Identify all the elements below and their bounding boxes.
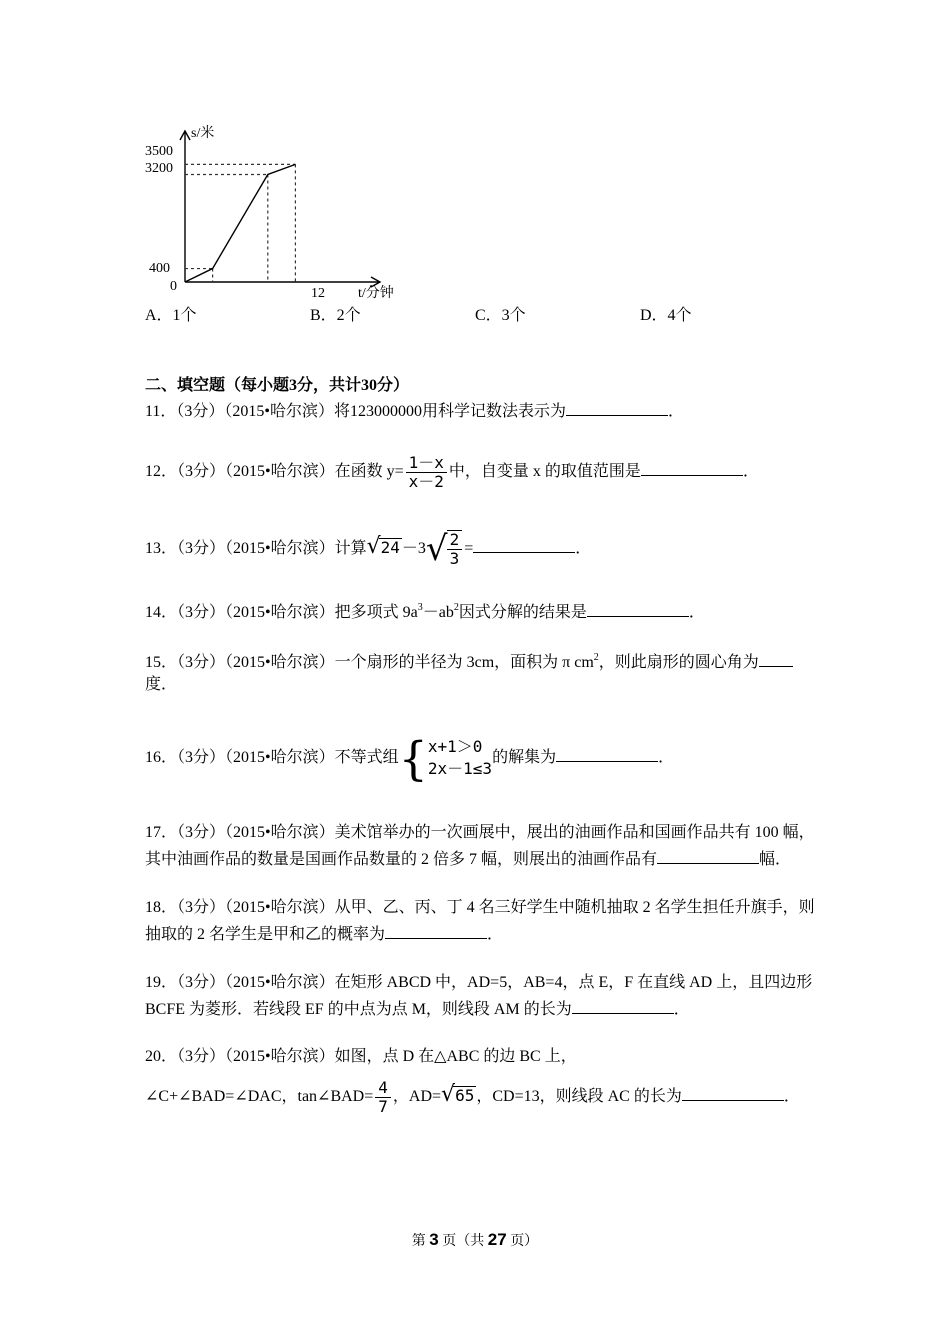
footer-total-pages: 27: [487, 1230, 507, 1249]
option-d: D．4个: [640, 307, 692, 324]
q14-answer-blank[interactable]: [587, 600, 689, 617]
q20-mid: ，AD=: [392, 1088, 442, 1105]
q13-mid: －3: [401, 540, 426, 557]
q13-denominator: 3: [449, 549, 460, 569]
q13-eq: =: [464, 540, 474, 557]
q12-fraction: [406, 454, 447, 491]
q16-pre: 16．（3分）（2015•哈尔滨）不等式组: [145, 749, 399, 766]
q17-end: 幅．: [759, 851, 792, 868]
y-tick-3200: 3200: [145, 161, 173, 176]
q16-system: [428, 736, 492, 780]
sqrt-symbol: √: [366, 534, 381, 559]
question-14: [145, 600, 705, 624]
q20-answer-blank[interactable]: [682, 1084, 784, 1101]
q20-pre: ∠C+∠BAD=∠DAC，tan∠BAD=: [145, 1088, 374, 1105]
question-20-line-1: 20．（3分）（2015•哈尔滨）如图，点 D 在△ABC 的边 BC 上，: [145, 1048, 577, 1065]
question-17-line-2: [145, 847, 791, 871]
q13-fraction: [447, 530, 463, 568]
q19-line-2-text: BCFE 为菱形．若线段 EF 的中点为点 M，则线段 AM 的长为: [145, 1001, 572, 1018]
q17-line-2-text: 其中油画作品的数量是国画作品数量的 2 倍多 7 幅，则展出的油画作品有: [145, 851, 658, 868]
sqrt-symbol-large: √: [425, 529, 448, 570]
y-axis-label: s/米: [191, 126, 215, 141]
footer-mid: 页（共: [438, 1234, 488, 1249]
q12-numerator: 1－x: [406, 454, 447, 473]
q16-inequality-1: x+1＞0: [427, 737, 483, 757]
q20-numerator: 4: [375, 1079, 391, 1098]
x-axis-label: t/分钟: [358, 286, 394, 301]
q13-pre: 13．（3分）（2015•哈尔滨）计算: [145, 540, 367, 557]
q16-post: 的解集为: [492, 749, 557, 766]
question-13: [145, 525, 591, 571]
footer-page-number: 3: [429, 1230, 439, 1249]
q18-end: ．: [487, 926, 504, 943]
q18-line-2-text: 抽取的 2 名学生是甲和乙的概率为: [145, 926, 386, 943]
x-tick-12: 12: [311, 286, 325, 301]
question-15: [145, 650, 793, 674]
question-19-line-2: [145, 997, 690, 1021]
question-17-line-1: 17．（3分）（2015•哈尔滨）美术馆举办的一次画展中，展出的油画作品和国画作品共有 100 幅，: [145, 824, 815, 841]
q14-sup-2: 2: [453, 602, 459, 613]
q14-pre: 14．（3分）（2015•哈尔滨）把多项式 9a: [145, 604, 418, 621]
q12-denominator: x－2: [408, 471, 444, 491]
q19-answer-blank[interactable]: [572, 997, 674, 1014]
q16-inequality-2: 2x－1≤3: [427, 759, 493, 779]
question-12: [145, 452, 759, 492]
q13-end: ．: [575, 540, 592, 557]
section-title: 二、填空题（每小题3分，共计30分）: [145, 377, 410, 394]
q18-answer-blank[interactable]: [385, 922, 487, 939]
y-tick-400: 400: [149, 261, 170, 276]
q13-numerator: 2: [447, 531, 463, 550]
q20-post: ，CD=13，则线段 AC 的长为: [476, 1088, 682, 1105]
left-brace: {: [398, 731, 428, 786]
footer-post: 页）: [506, 1234, 539, 1249]
q20-radicand: 65: [455, 1086, 475, 1105]
q14-sup-1: 3: [417, 602, 423, 613]
q15-answer-blank[interactable]: [759, 650, 793, 667]
distance-time-graph: [145, 120, 415, 302]
q17-answer-blank[interactable]: [657, 847, 759, 864]
q15-sup: 2: [593, 652, 599, 663]
y-tick-3500: 3500: [145, 144, 173, 159]
q20-fraction: [375, 1079, 391, 1116]
question-18-line-2: [145, 922, 503, 946]
q20-denominator: 7: [378, 1096, 388, 1116]
q14-end: ．: [688, 604, 705, 621]
option-b: B．2个: [310, 307, 361, 324]
option-a: A．1个: [145, 307, 197, 324]
question-19-line-1: 19．（3分）（2015•哈尔滨）在矩形 ABCD 中，AD=5，AB=4，点 E，F 在直线 AD 上，且四边形: [145, 974, 813, 991]
q14-mid: －ab: [422, 604, 454, 621]
q19-end: ．: [673, 1001, 690, 1018]
page-footer: [0, 1230, 950, 1250]
q11-end: ．: [668, 403, 685, 420]
question-16: [145, 731, 675, 786]
q13-radicand-1: 24: [380, 538, 400, 557]
distance-line: [185, 164, 295, 282]
question-11: [145, 399, 684, 423]
question-18-line-1: 18．（3分）（2015•哈尔滨）从甲、乙、丙、丁 4 名三好学生中随机抽取 2 名学生担任升旗手，则: [145, 899, 815, 916]
q13-answer-blank[interactable]: [473, 536, 575, 553]
y-tick-0: 0: [170, 279, 177, 294]
q12-post: 中，自变量 x 的取值范围是: [448, 463, 641, 480]
q15-post: ，则此扇形的圆心角为: [598, 654, 759, 671]
q16-answer-blank[interactable]: [556, 745, 658, 762]
q11-text: 11．（3分）（2015•哈尔滨）将123000000用科学记数法表示为: [145, 403, 567, 420]
option-c: C．3个: [475, 307, 526, 324]
q16-end: ．: [658, 749, 675, 766]
sqrt-symbol: √: [441, 1082, 456, 1107]
q15-pre: 15．（3分）（2015•哈尔滨）一个扇形的半径为 3cm，面积为 π cm: [145, 654, 594, 671]
q20-end: ．: [783, 1088, 800, 1105]
q12-pre: 12．（3分）（2015•哈尔滨）在函数 y=: [145, 463, 404, 480]
q14-post: 因式分解的结果是: [458, 604, 587, 621]
q11-answer-blank[interactable]: [566, 399, 668, 416]
q12-end: ．: [742, 463, 759, 480]
q15-line-2: 度．: [145, 676, 178, 693]
q12-answer-blank[interactable]: [641, 459, 743, 476]
footer-pre: 第: [411, 1234, 430, 1249]
question-20-line-2: [145, 1075, 800, 1117]
